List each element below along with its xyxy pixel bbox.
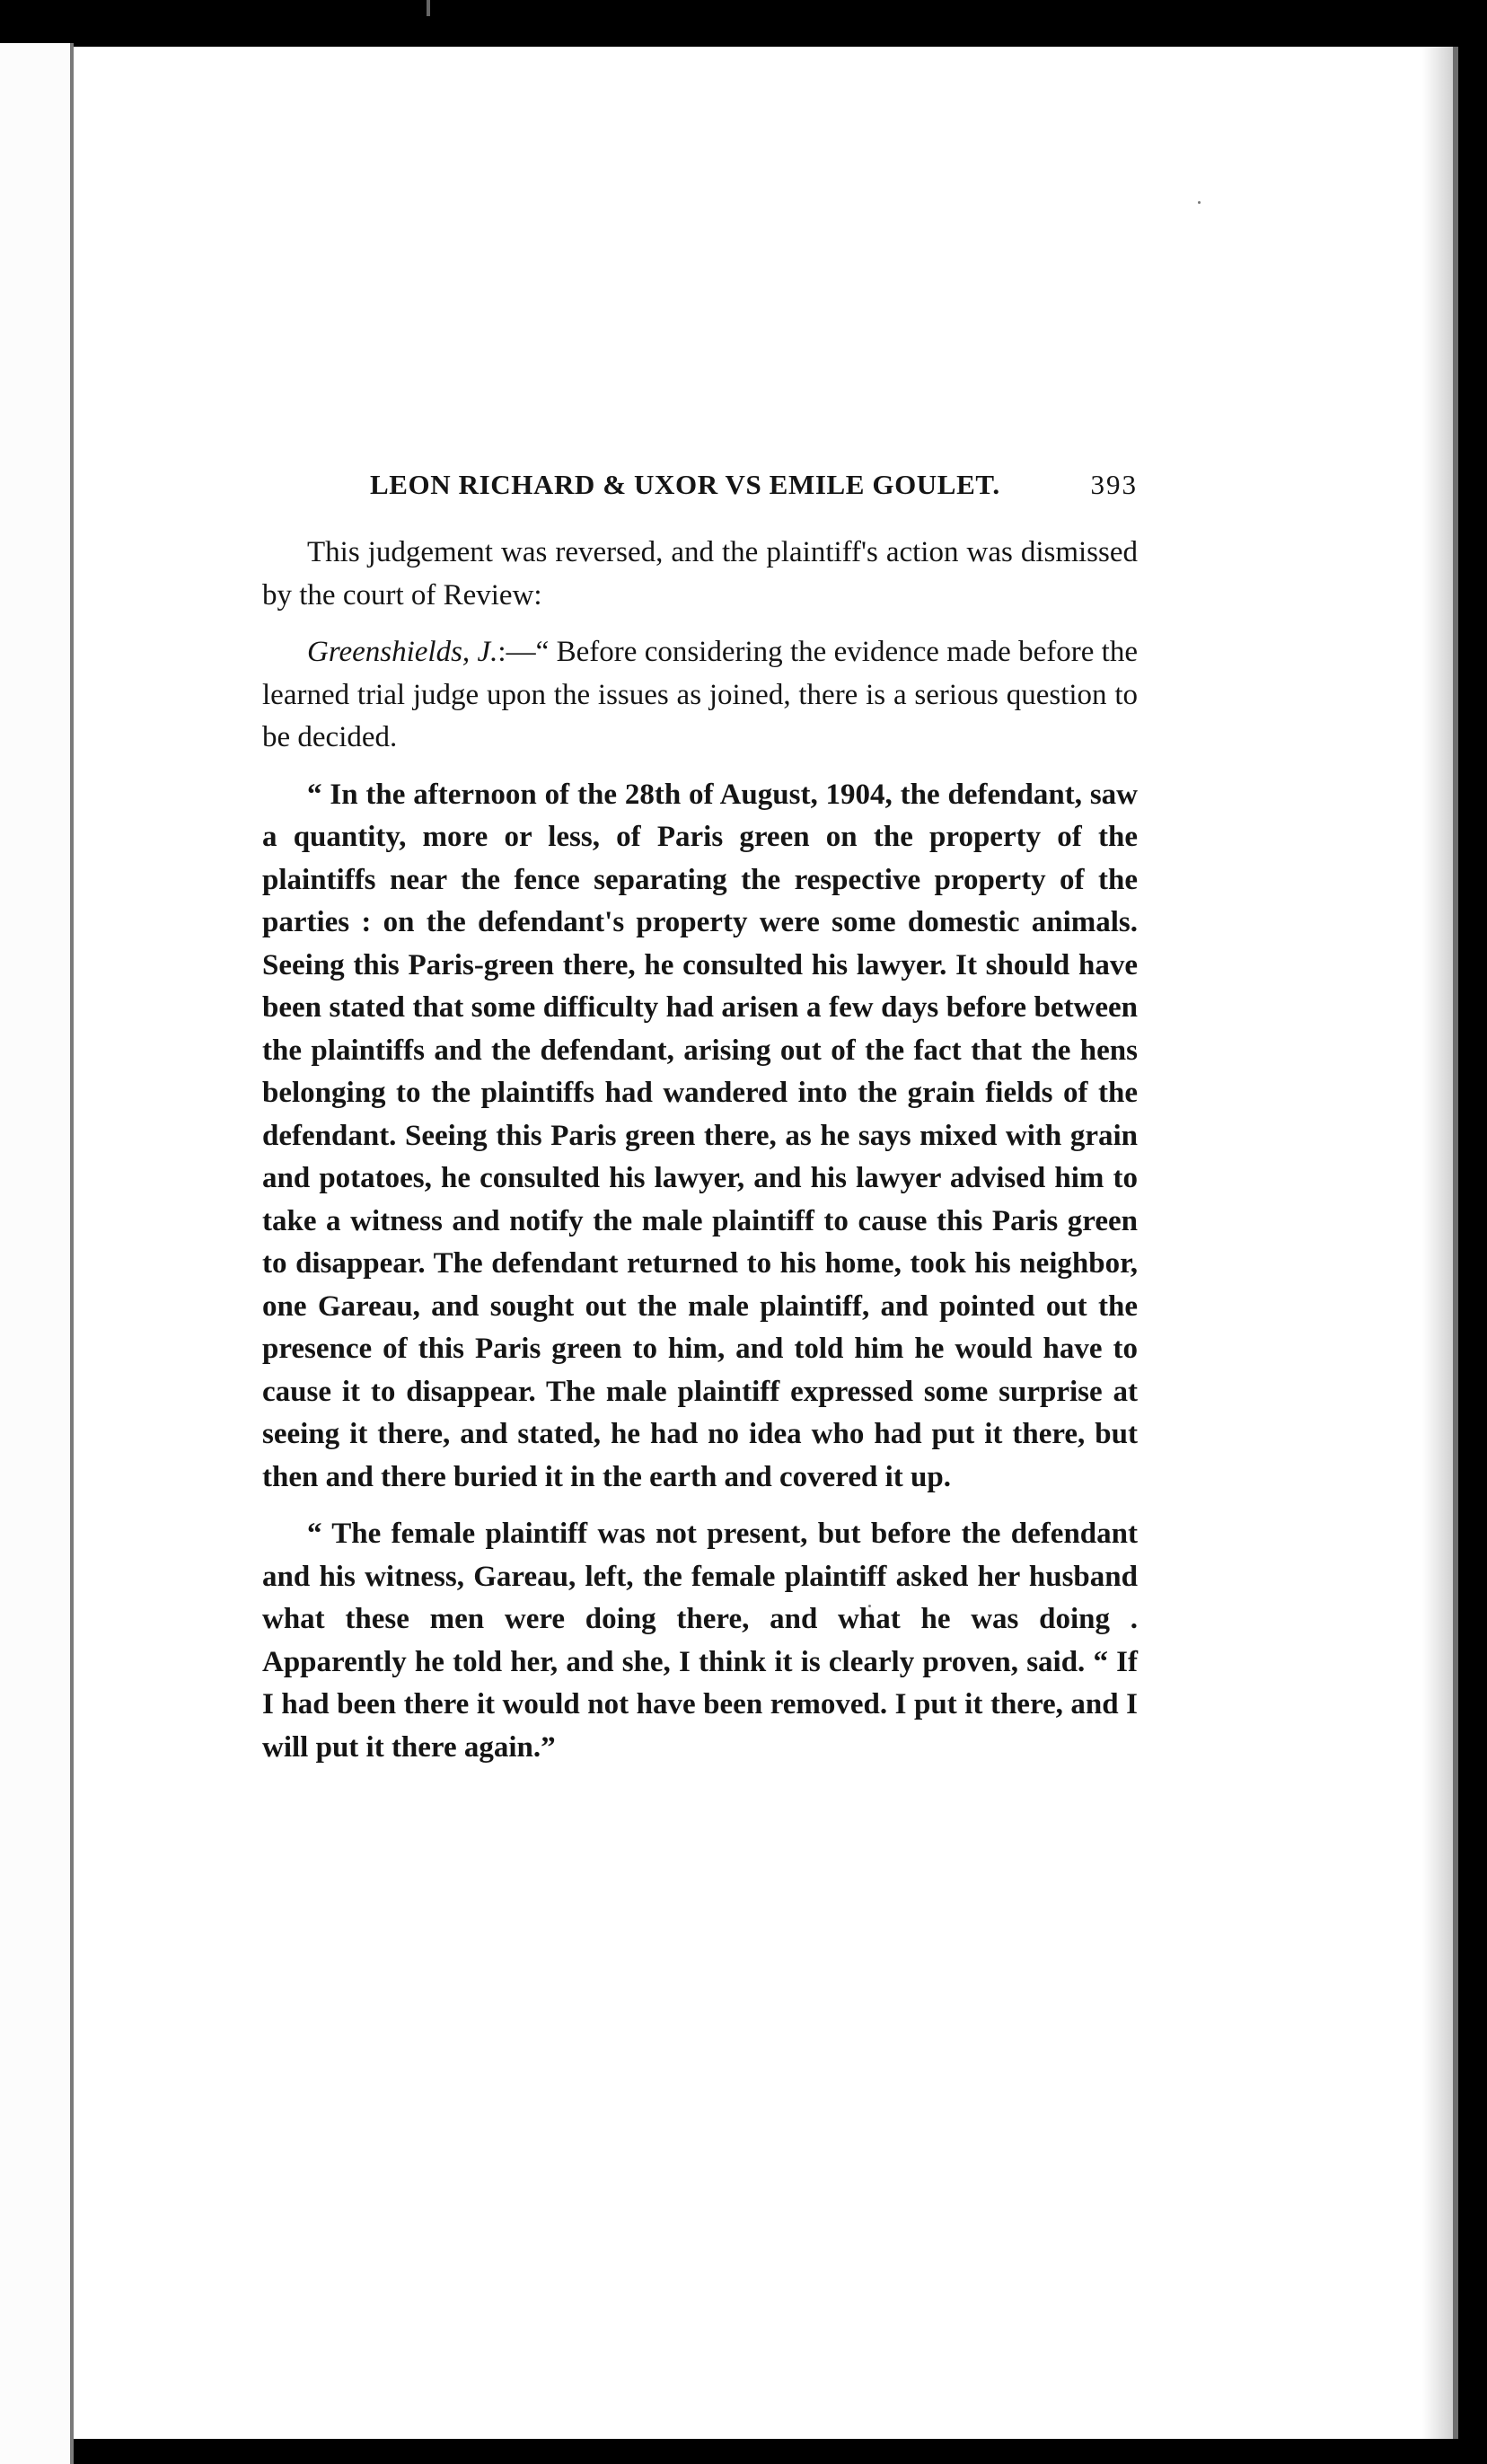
paragraph-female-plaintiff: “ The female plaintiff was not present, but before the defendant and his witness, Gareau, left, the female plaintiff asked her husband what these men were doing there, and what he was doing . Apparently he told her, and she, I think it is clearly proven, said. “ If I had been there it would not have been removed. I put it there, and I will put it there again.” [262,1518,1138,1764]
page-edge-shadow [1422,47,1453,2439]
running-head-title: LEON RICHARD & UXOR VS EMILE GOULET. [370,469,1000,500]
paragraph-paris-green-facts: “ In the afternoon of the 28th of August, 1904, the defendant, saw a quantity, more or less, of Paris green on the property of the plaintiffs near the fence separating the respective property of the parties : on the defendant's property were some domestic animals. Seeing this Paris-green there, he consulted his lawyer. It should have been stated that some difficulty had arisen a few days before between the plaintiffs and the defendant, arising out of the fact that the hens belonging to the plaintiffs had wandered into the grain fields of the defendant. Seeing this Paris green there, as he says mixed with grain and potatoes, he consulted his lawyer, and his lawyer advised him to take a witness and notify the male plaintiff to cause this Paris green to disappear. The defendant returned to his home, took his neighbor, one Gareau, and sought out the male plaintiff, and pointed out the presence of this Paris green to him, and told him he would have to cause it to disappear. The male plaintiff expressed some surprise at seeing it there, and stated, he had no idea who had put it there, but then and there buried it in the earth and covered it up. [262,778,1138,1493]
running-head [262,469,1138,501]
page-number: 393 [1090,469,1138,500]
binding-mark [427,0,430,16]
paragraph-judgement-reversed: This judgement was reversed, and the plaintiff's action was dismissed by the court of Review: [262,536,1138,612]
book-page [74,47,1458,2439]
paper-speck [1198,201,1201,204]
page-content [262,469,1138,1783]
opinion-text: :—“ Before considering the evidence made before the learned trial judge upon the issues as joined, there is a serious question to be decided. [262,636,1138,753]
facing-page-edge [0,43,74,2464]
judge-name: Greenshields, J. [307,636,498,668]
paragraph-greenshields-opinion [262,631,1138,760]
